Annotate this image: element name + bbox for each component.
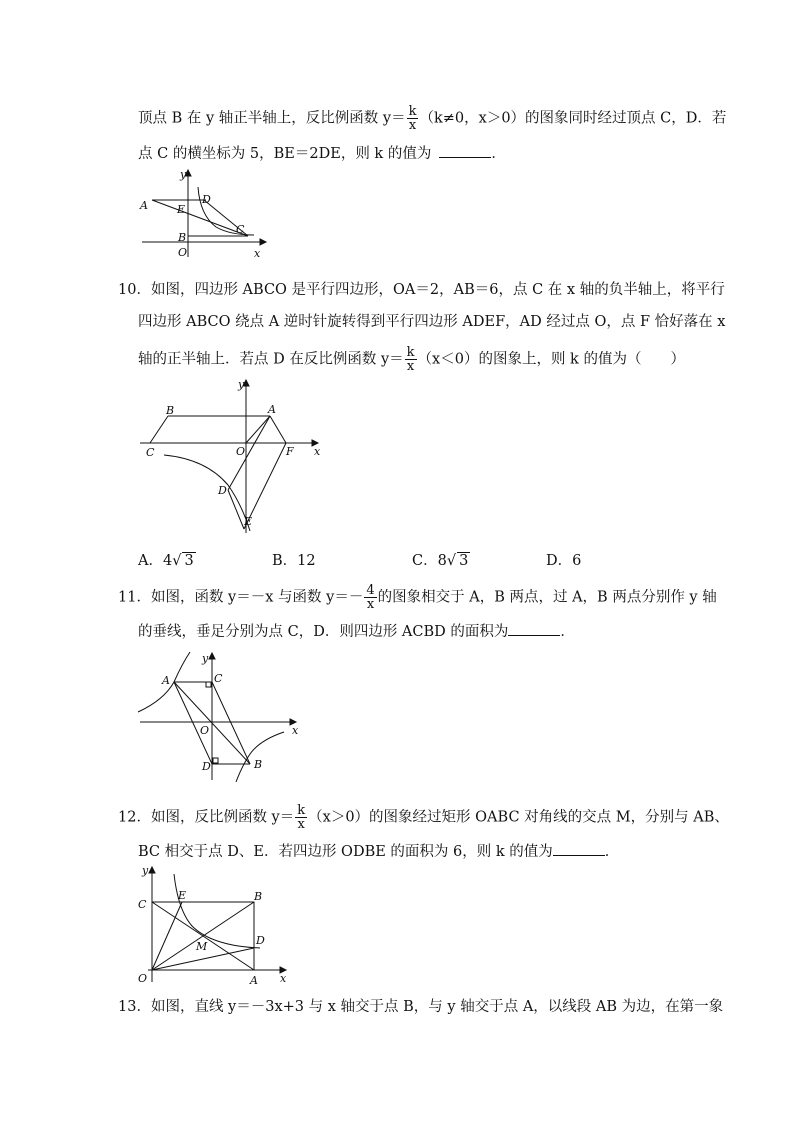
q12-line-1-pre: 12．如图，反比例函数 y＝ <box>118 809 295 826</box>
q11-label-B: B <box>254 758 263 771</box>
q11-label-C: C <box>214 672 223 685</box>
q10-option-c[interactable]: C．8√ 3 <box>412 553 469 569</box>
q9-label-A: A <box>140 199 148 212</box>
q11-label-A: A <box>162 674 170 687</box>
q9-label-D: D <box>202 193 211 206</box>
q9-fraction: $\frac{k}{x}$ <box>408 104 417 133</box>
q10-line-3 <box>138 346 685 373</box>
q9-line-1-post: （k≠0，x＞0）的图象同时经过顶点 C，D．若 <box>419 110 727 127</box>
q11-line-1 <box>118 584 717 611</box>
q12-label-E: E <box>178 889 187 902</box>
q10-line-3-post: （x＜0）的图象上，则 k 的值为（ ） <box>417 351 685 368</box>
q12-label-B: B <box>254 890 263 903</box>
q9-line-1 <box>138 105 726 132</box>
q11-label-O: O <box>200 724 210 737</box>
q12-line-2-pre: BC 相交于点 D、E．若四边形 ODBE 的面积为 6，则 k 的值为 <box>138 844 553 860</box>
q13-line-1: 13．如图，直线 y＝－3x+3 与 x 轴交于点 B，与 y 轴交于点 A，以线段 AB 为边，在第一象 <box>118 999 724 1015</box>
q12-label-y: y <box>142 864 149 877</box>
q12-label-O: O <box>138 972 148 985</box>
q12-label-C: C <box>138 898 147 911</box>
q10-option-b[interactable]: B．12 <box>272 553 316 569</box>
q9-line-2-pre: 点 C 的横坐标为 5，BE＝2DE，则 k 的值为 <box>138 146 432 162</box>
q10-label-D: D <box>218 484 227 497</box>
q9-label-C: C <box>236 223 245 236</box>
q12-line-1-post: （x＞0）的图象经过矩形 OABC 对角线的交点 M，分别与 AB、 <box>308 809 729 826</box>
q10-option-a[interactable]: A．4√ 3 <box>138 553 194 569</box>
q11-line-1-pre: 11．如图，函数 y＝－x 与函数 y＝－ <box>118 589 364 606</box>
q9-label-B: B <box>178 231 187 244</box>
q10-label-F: F <box>286 445 294 458</box>
q11-label-y: y <box>202 652 209 665</box>
q9-figure <box>136 165 271 260</box>
q10-fraction: $\frac{k}{x}$ <box>406 345 415 374</box>
q11-label-D: D <box>202 760 211 773</box>
q10-line-1: 10．如图，四边形 ABCO 是平行四边形，OA＝2，AB＝6，点 C 在 x 轴的负半轴上，将平行 <box>118 282 725 298</box>
q10-label-x: x <box>314 445 321 458</box>
q12-line-2-post: ． <box>604 844 620 860</box>
q9-line-2 <box>138 143 506 164</box>
q10-line-3-pre: 轴的正半轴上．若点 D 在反比例函数 y＝ <box>138 351 404 368</box>
q10-label-O: O <box>236 445 246 458</box>
q11-line-2-pre: 的垂线，垂足分别为点 C，D．则四边形 ACBD 的面积为 <box>138 624 509 640</box>
q10-label-A: A <box>268 403 276 416</box>
q9-line-1-pre: 顶点 B 在 y 轴正半轴上，反比例函数 y＝ <box>138 110 406 127</box>
q9-answer-blank[interactable] <box>439 143 491 158</box>
q12-line-2 <box>138 841 619 862</box>
q12-label-M: M <box>196 940 208 953</box>
q12-answer-blank[interactable] <box>553 841 605 856</box>
q12-label-A: A <box>250 974 258 987</box>
q10-line-2: 四边形 ABCO 绕点 A 逆时针旋转得到平行四边形 ADEF，AD 经过点 O，点 F 恰好落在 x <box>138 314 726 330</box>
q11-fraction: $\frac{4}{x}$ <box>366 583 375 612</box>
q12-label-D: D <box>256 934 265 947</box>
q10-label-E: E <box>244 515 253 528</box>
q11-label-x: x <box>292 724 299 737</box>
q12-fraction: $\frac{k}{x}$ <box>297 803 306 832</box>
q9-line-2-post: ． <box>491 146 506 162</box>
q12-label-x: x <box>280 972 287 985</box>
q10-label-B: B <box>166 404 175 417</box>
q9-label-E: E <box>177 203 186 216</box>
q9-label-x: x <box>254 247 261 260</box>
q10-option-d[interactable]: D．6 <box>546 553 582 569</box>
q11-figure <box>136 650 306 785</box>
q9-label-O: O <box>178 246 188 259</box>
q10-label-y: y <box>238 378 245 391</box>
q10-label-C: C <box>146 446 155 459</box>
q9-label-y: y <box>180 168 187 181</box>
q12-figure <box>134 862 294 987</box>
q11-answer-blank[interactable] <box>508 621 560 636</box>
q10-figure <box>136 377 326 537</box>
q11-line-2-post: ． <box>560 624 575 640</box>
q11-line-2 <box>138 621 575 642</box>
q12-line-1 <box>118 804 729 831</box>
q11-line-1-post: 的图象相交于 A，B 两点，过 A，B 两点分别作 y 轴 <box>377 589 717 606</box>
